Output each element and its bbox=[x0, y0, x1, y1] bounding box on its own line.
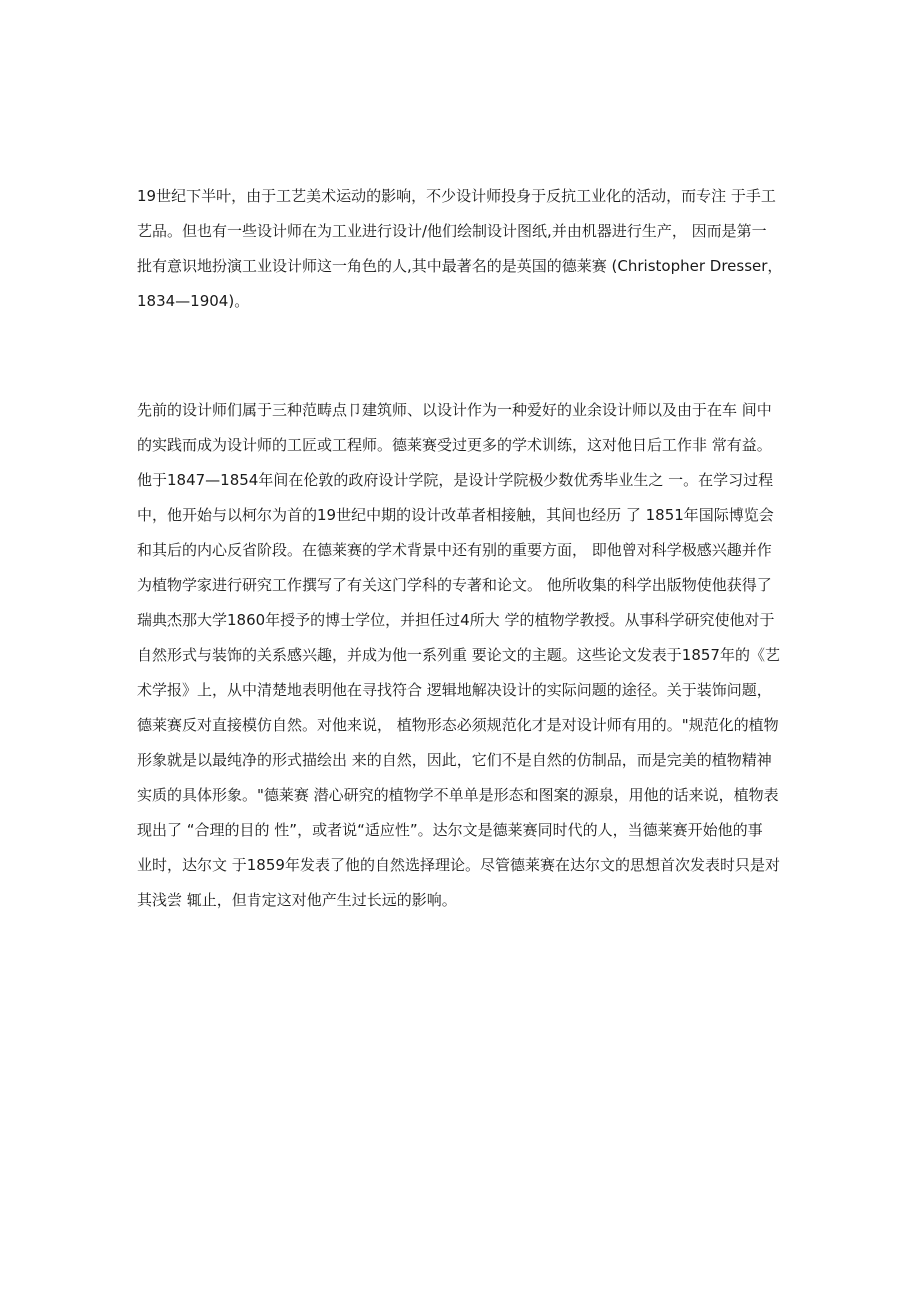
text-line: 艺品。但也有一些设计师在为工业进行设计/他们绘制设计图纸,并由机器进行生产， 因而是第一 bbox=[137, 222, 767, 240]
text-line: 1834—1904)。 bbox=[137, 292, 250, 310]
text-line: 自然形式与装饰的关系感兴趣，并成为他一系列重 要论文的主题。这些论文发表于1857年的《艺 bbox=[137, 646, 780, 664]
text-line: 德莱赛反对直接模仿自然。对他来说， 植物形态必须规范化才是对设计师有用的。"规范化的植物 bbox=[137, 716, 779, 734]
text-line: 他于1847—1854年间在伦敦的政府设计学院，是设计学院极少数优秀毕业生之 一。在学习过程 bbox=[137, 471, 774, 489]
text-line: 和其后的内心反省阶段。在德莱赛的学术背景中还有别的重要方面， 即他曾对科学极感兴趣并作 bbox=[137, 541, 772, 559]
text-line: 批有意识地扮演工业设计师这一角色的人,其中最著名的是英国的德莱赛 (Christopher Dresser， bbox=[137, 257, 783, 275]
text-line: 形象就是以最纯净的形式描绘出 来的自然，因此，它们不是自然的仿制品，而是完美的植物精神 bbox=[137, 751, 772, 769]
text-line: 为植物学家进行研究工作撰写了有关这门学科的专著和论文。 他所收集的科学出版物使他获得了 bbox=[137, 576, 772, 594]
text-line: 术学报》上，从中清楚地表明他在寻找符合 逻辑地解决设计的实际问题的途径。关于装饰问题， bbox=[137, 681, 772, 699]
text-line: 其浅尝 辄止，但肯定这对他产生过长远的影响。 bbox=[137, 891, 457, 909]
text-line: 实质的具体形象。"德莱赛 潜心研究的植物学不单单是形态和图案的源泉，用他的话来说，植物表 bbox=[137, 786, 779, 804]
text-line: 19世纪下半叶，由于工艺美术运动的影响，不少设计师投身于反抗工业化的活动，而专注 于手工 bbox=[137, 187, 776, 205]
paragraph-dresser-background bbox=[137, 393, 799, 918]
text-line: 中，他开始与以柯尔为首的19世纪中期的设计改革者相接触，其间也经历 了 1851年国际博览会 bbox=[137, 506, 774, 524]
text-line: 业时，达尔文 于1859年发表了他的自然选择理论。尽管德莱赛在达尔文的思想首次发表时只是对 bbox=[137, 856, 780, 874]
text-line: 现出了 “合理的目的 性”，或者说“适应性”。达尔文是德莱赛同时代的人，当德莱赛开始他的事 bbox=[137, 821, 763, 839]
paragraph-intro bbox=[137, 179, 799, 319]
text-line: 的实践而成为设计师的工匠或工程师。德莱赛受过更多的学术训练，这对他日后工作非 常有益。 bbox=[137, 436, 772, 454]
text-line: 先前的设计师们属于三种范畴点卩建筑师、以设计作为一种爱好的业余设计师以及由于在车 间中 bbox=[137, 401, 772, 419]
text-line: 瑞典杰那大学1860年授予的博士学位，并担任过4所大 学的植物学教授。从事科学研究使他对于 bbox=[137, 611, 775, 629]
